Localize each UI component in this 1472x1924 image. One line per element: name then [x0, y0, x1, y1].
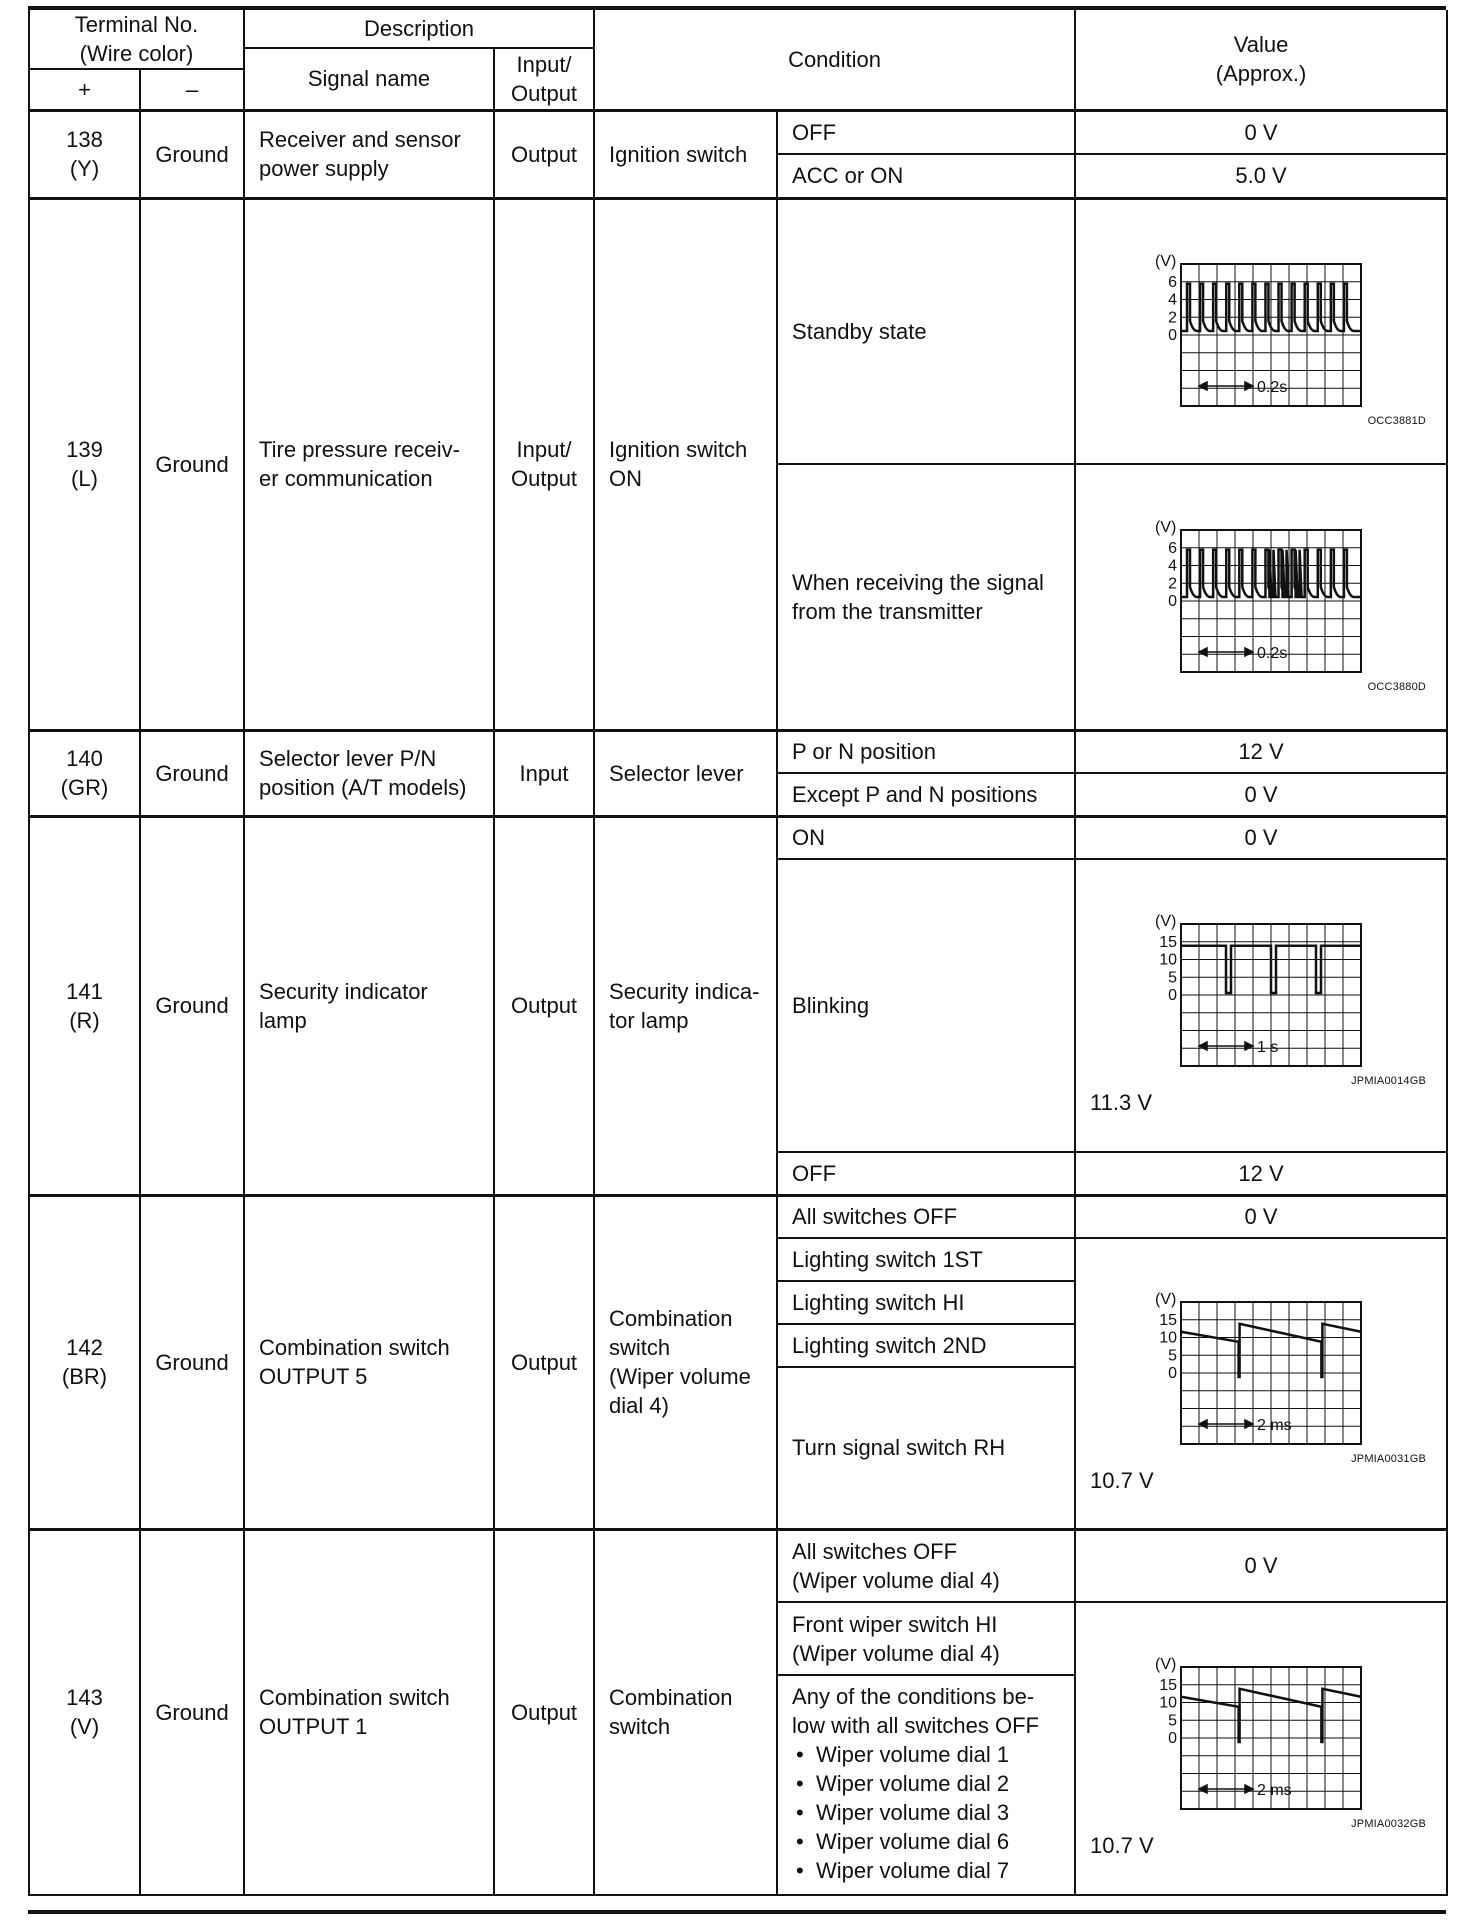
state-cell: Except P and N positions	[777, 773, 1075, 816]
header-value-label: Value	[1233, 32, 1289, 58]
terminal-number: 138	[66, 127, 103, 152]
condition-cell	[594, 1195, 777, 1529]
scope-unit-label: (V)	[1155, 1656, 1177, 1673]
waveform-trace	[1181, 550, 1361, 597]
scope-tick-label: 5	[1168, 1347, 1178, 1364]
terminal-number: 142	[66, 1335, 103, 1360]
terminal-cell	[29, 730, 140, 816]
state-cell: Turn signal switch RH	[777, 1367, 1075, 1529]
header-minus: –	[140, 69, 244, 110]
scope-tick-label: 15	[1159, 1676, 1178, 1694]
value-cell: 0 V	[1075, 816, 1447, 859]
io-cell	[494, 198, 594, 730]
terminal-cell	[29, 198, 140, 730]
scope-tick-label: 6	[1168, 539, 1178, 557]
value-cell: 12 V	[1075, 1152, 1447, 1195]
terminal-number: 141	[66, 978, 103, 1004]
bullet-text: Wiper volume dial 2	[815, 1771, 1010, 1796]
waveform-cell	[1075, 1238, 1447, 1529]
waveform-cell	[1075, 859, 1447, 1152]
scope-tick-label: 5	[1168, 1712, 1178, 1730]
row-group-139	[29, 198, 1447, 730]
io-cell: Output	[494, 1195, 594, 1529]
row-group-138	[29, 110, 1447, 198]
condition-line: tor lamp	[609, 1007, 689, 1033]
value-cell: 0 V	[1075, 1195, 1447, 1238]
scope-tick-label: 10	[1159, 1694, 1178, 1712]
io-cell: Output	[494, 110, 594, 198]
condition-cell	[594, 816, 777, 1195]
state-line: (Wiper volume dial 4)	[792, 1640, 1000, 1666]
waveform-cell	[1075, 198, 1447, 464]
scope-tick-label: 4	[1168, 291, 1178, 309]
value-text: 10.7 V	[1090, 1467, 1154, 1493]
bullet-text: Wiper volume dial 1	[815, 1742, 1010, 1767]
signal-name-line: Receiver and sensor	[259, 127, 461, 152]
time-scale-label: 1 s	[1257, 1039, 1279, 1056]
condition-line: (Wiper volume	[609, 1364, 751, 1389]
header-io-label-1: Input/	[516, 51, 572, 77]
condition-cell: Ignition switch	[594, 110, 777, 198]
signal-name-line: OUTPUT 1	[259, 1714, 368, 1740]
terminal-table	[28, 10, 1448, 1896]
condition-line: dial 4)	[609, 1393, 669, 1418]
figure-reference: JPMIA0032GB	[1351, 1818, 1427, 1830]
scope-tick-label: 0	[1168, 327, 1178, 345]
io-cell: Input	[494, 730, 594, 816]
signal-name-line: Selector lever P/N	[259, 746, 437, 771]
oscilloscope-figure	[1131, 1272, 1391, 1452]
header-value	[1075, 10, 1447, 110]
terminal-cell	[29, 1195, 140, 1529]
bullet-item: • Wiper volume dial 3	[796, 1800, 1010, 1825]
signal-name-cell	[244, 110, 494, 198]
waveform-slot	[1090, 1637, 1432, 1817]
ground-cell: Ground	[140, 198, 244, 730]
scope-tick-label: 0	[1168, 1730, 1178, 1747]
table-header	[29, 10, 1447, 110]
state-cell: ACC or ON	[777, 154, 1075, 198]
bullet-item: • Wiper volume dial 6	[796, 1829, 1010, 1854]
state-line: low with all switches OFF	[792, 1713, 1039, 1738]
ground-cell: Ground	[140, 1529, 244, 1895]
scope-tick-label: 2	[1168, 575, 1178, 592]
state-line: Any of the conditions be-	[792, 1684, 1035, 1709]
state-cell: Standby state	[777, 198, 1075, 464]
waveform-slot	[1090, 1272, 1432, 1452]
ground-cell: Ground	[140, 730, 244, 816]
signal-name-line: OUTPUT 5	[259, 1364, 368, 1389]
oscilloscope-figure	[1131, 500, 1391, 680]
signal-name-line: position (A/T models)	[259, 775, 467, 800]
state-line: (Wiper volume dial 4)	[792, 1567, 1000, 1593]
time-scale-label: 0.2s	[1257, 644, 1288, 662]
value-cell: 12 V	[1075, 730, 1447, 773]
time-scale-label: 2 ms	[1257, 1782, 1292, 1799]
time-scale-arrow	[1199, 648, 1253, 656]
scope-tick-label: 4	[1168, 557, 1178, 575]
state-cell: OFF	[777, 1152, 1075, 1195]
scope-tick-label: 15	[1159, 1311, 1178, 1329]
condition-cell	[594, 1529, 777, 1895]
signal-name-cell	[244, 1529, 494, 1895]
row-group-143	[29, 1529, 1447, 1895]
ground-cell: Ground	[140, 816, 244, 1195]
scope-tick-label: 15	[1159, 933, 1178, 951]
state-cell: Lighting switch HI	[777, 1281, 1075, 1324]
header-value-approx: (Approx.)	[1215, 61, 1307, 87]
ground-cell: Ground	[140, 110, 244, 198]
state-cell: Lighting switch 1ST	[777, 1238, 1075, 1281]
row-group-141	[29, 816, 1447, 1195]
io-line: Input/	[516, 437, 572, 462]
row-group-142	[29, 1195, 1447, 1529]
state-line: from the transmitter	[792, 598, 983, 624]
waveform-slot	[1090, 234, 1432, 414]
value-cell: 0 V	[1075, 773, 1447, 816]
header-terminal-label: Terminal No.	[74, 12, 199, 37]
signal-name-cell	[244, 816, 494, 1195]
state-cell: Blinking	[777, 859, 1075, 1152]
signal-name-line: er communication	[259, 466, 433, 491]
bullet-item: • Wiper volume dial 1	[796, 1742, 1010, 1767]
time-scale-arrow	[1199, 382, 1253, 390]
scope-tick-label: 0	[1168, 987, 1178, 1004]
header-input-output	[494, 48, 594, 110]
signal-name-line: Combination switch	[259, 1335, 450, 1360]
value-text: 11.3 V	[1090, 1090, 1153, 1115]
waveform-cell	[1075, 1602, 1447, 1895]
terminal-number: 140	[66, 746, 103, 771]
state-cell: OFF	[777, 110, 1075, 154]
value-cell: 5.0 V	[1075, 154, 1447, 198]
waveform-cell	[1075, 464, 1447, 730]
value-text: 10.7 V	[1090, 1833, 1154, 1858]
signal-name-cell	[244, 1195, 494, 1529]
scope-tick-label: 2	[1168, 309, 1178, 327]
time-scale-arrow	[1199, 1785, 1253, 1793]
figure-reference: JPMIA0031GB	[1351, 1452, 1427, 1465]
scope-unit-label: (V)	[1155, 1290, 1177, 1308]
scope-tick-label: 5	[1168, 969, 1178, 987]
terminal-number: 139	[66, 437, 103, 462]
bullet-text: Wiper volume dial 7	[815, 1858, 1010, 1883]
header-plus: +	[29, 69, 140, 110]
wire-color: (R)	[69, 1007, 100, 1033]
scope-tick-label: 0	[1168, 592, 1178, 610]
wire-color: (L)	[71, 466, 98, 491]
signal-name-line: Security indicator	[259, 978, 428, 1004]
scope-tick-label: 6	[1168, 274, 1178, 291]
signal-name-line: lamp	[259, 1007, 307, 1033]
state-cell	[777, 1602, 1075, 1675]
condition-line: ON	[609, 466, 643, 491]
state-line: All switches OFF	[792, 1538, 958, 1564]
wire-color: (GR)	[60, 775, 109, 800]
state-cell	[777, 464, 1075, 730]
state-cell: Lighting switch 2ND	[777, 1324, 1075, 1367]
scope-unit-label: (V)	[1155, 253, 1177, 271]
ground-cell: Ground	[140, 1195, 244, 1529]
header-terminal	[29, 10, 244, 69]
header-description: Description	[244, 10, 594, 48]
header-condition: Condition	[594, 10, 1075, 110]
time-scale-arrow	[1199, 1420, 1253, 1428]
value-cell: 0 V	[1075, 110, 1447, 154]
header-signal-name: Signal name	[244, 48, 494, 110]
state-line: When receiving the signal	[792, 569, 1044, 595]
wire-color: (BR)	[61, 1364, 108, 1389]
value-cell: 0 V	[1075, 1529, 1447, 1602]
wire-color: (V)	[69, 1714, 100, 1740]
waveform-trace	[1181, 946, 1361, 993]
header-wire-color-label: (Wire color)	[79, 41, 194, 66]
condition-line: Ignition switch	[609, 437, 748, 462]
terminal-number: 143	[66, 1685, 103, 1711]
figure-reference: JPMIA0014GB	[1351, 1075, 1427, 1087]
scope-unit-label: (V)	[1155, 518, 1177, 536]
signal-name-line: Tire pressure receiv-	[259, 437, 460, 462]
state-line: Front wiper switch HI	[792, 1611, 998, 1637]
condition-line: switch	[609, 1714, 671, 1740]
header-io-label-2: Output	[511, 80, 578, 106]
io-line: Output	[511, 466, 578, 491]
condition-line: Security indica-	[609, 978, 760, 1004]
condition-cell	[594, 198, 777, 730]
bottom-rule	[28, 1910, 1446, 1914]
state-cell: All switches OFF	[777, 1195, 1075, 1238]
figure-reference: OCC3881D	[1367, 415, 1427, 428]
condition-line: Combination	[609, 1306, 733, 1331]
condition-line: Combination	[609, 1685, 733, 1711]
scope-tick-label: 10	[1159, 1329, 1178, 1347]
signal-name-cell	[244, 730, 494, 816]
oscilloscope-figure	[1131, 894, 1391, 1074]
oscilloscope-figure	[1131, 1637, 1391, 1817]
oscilloscope-figure	[1131, 234, 1391, 414]
signal-name-line: power supply	[259, 156, 389, 181]
scope-unit-label: (V)	[1155, 913, 1177, 930]
signal-name-line: Combination switch	[259, 1685, 450, 1711]
state-cell: P or N position	[777, 730, 1075, 773]
row-group-140	[29, 730, 1447, 816]
time-scale-label: 2 ms	[1257, 1416, 1292, 1434]
terminal-cell	[29, 1529, 140, 1895]
bullet-text: Wiper volume dial 3	[815, 1800, 1010, 1825]
signal-name-cell	[244, 198, 494, 730]
condition-cell: Selector lever	[594, 730, 777, 816]
time-scale-arrow	[1199, 1042, 1253, 1050]
bullet-text: Wiper volume dial 6	[815, 1829, 1010, 1854]
wire-color: (Y)	[69, 156, 100, 181]
bullet-item: • Wiper volume dial 2	[796, 1771, 1010, 1796]
waveform-slot	[1090, 500, 1432, 680]
waveform-slot	[1090, 894, 1432, 1074]
terminal-cell	[29, 110, 140, 198]
state-cell: ON	[777, 816, 1075, 859]
state-cell	[777, 1529, 1075, 1602]
scope-tick-label: 10	[1159, 951, 1178, 969]
terminal-cell	[29, 816, 140, 1195]
io-cell: Output	[494, 816, 594, 1195]
io-cell: Output	[494, 1529, 594, 1895]
time-scale-label: 0.2s	[1257, 379, 1288, 397]
condition-line: switch	[609, 1335, 671, 1360]
figure-reference: OCC3880D	[1367, 680, 1427, 693]
scope-tick-label: 0	[1168, 1364, 1178, 1382]
state-cell	[777, 1675, 1075, 1895]
bullet-item: • Wiper volume dial 7	[796, 1858, 1010, 1883]
